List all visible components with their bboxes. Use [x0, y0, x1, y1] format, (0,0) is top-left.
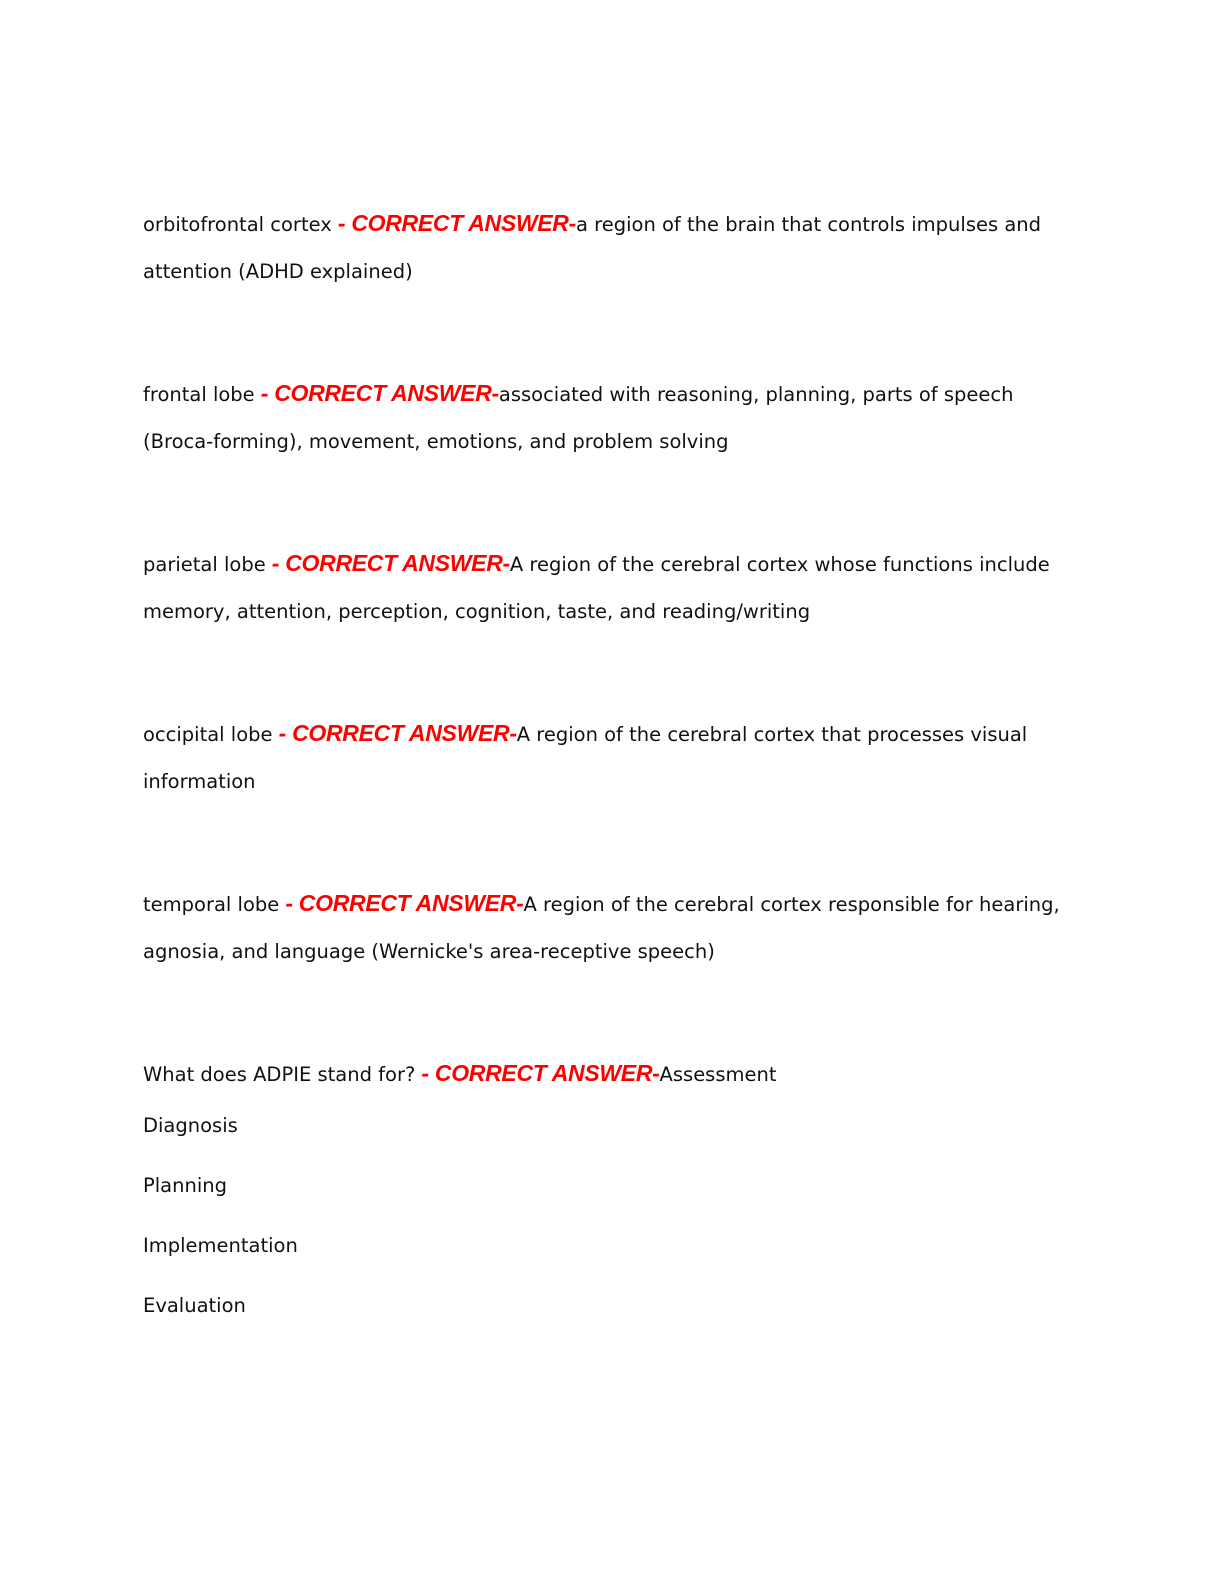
definition: a region of the brain that controls impulses and attention (ADHD explained)	[143, 213, 1042, 283]
adpie-item-implementation: Implementation	[143, 1234, 298, 1257]
entry-frontal-lobe	[143, 370, 1083, 465]
definition: A region of the cerebral cortex responsible for hearing, agnosia, and language (Wernicke's area-receptive speech)	[143, 893, 1060, 963]
definition: A region of the cerebral cortex that processes visual information	[143, 723, 1028, 793]
correct-answer-marker: - CORRECT ANSWER-	[415, 1060, 660, 1086]
term: orbitofrontal cortex	[143, 213, 332, 236]
entry-temporal-lobe	[143, 880, 1083, 975]
entry-parietal-lobe	[143, 540, 1083, 635]
definition: associated with reasoning, planning, parts of speech (Broca-forming), movement, emotions, and problem solving	[143, 383, 1014, 453]
adpie-first-item: Assessment	[659, 1063, 777, 1086]
correct-answer-marker: - CORRECT ANSWER-	[279, 890, 524, 916]
adpie-question-line	[143, 1050, 1083, 1098]
adpie-item-planning: Planning	[143, 1174, 227, 1197]
adpie-question: What does ADPIE stand for?	[143, 1063, 416, 1086]
correct-answer-marker: - CORRECT ANSWER-	[254, 380, 499, 406]
term: parietal lobe	[143, 553, 266, 576]
entry-orbitofrontal-cortex	[143, 200, 1083, 295]
term: occipital lobe	[143, 723, 273, 746]
adpie-list	[143, 1113, 1083, 1319]
document-content	[143, 200, 1083, 1319]
entry-occipital-lobe	[143, 710, 1083, 805]
correct-answer-marker: - CORRECT ANSWER-	[265, 550, 510, 576]
definition: A region of the cerebral cortex whose functions include memory, attention, perception, cognition, taste, and reading/writing	[143, 553, 1050, 623]
entry-adpie	[143, 1050, 1083, 1319]
correct-answer-marker: - CORRECT ANSWER-	[272, 720, 517, 746]
term: temporal lobe	[143, 893, 280, 916]
correct-answer-marker: - CORRECT ANSWER-	[331, 210, 576, 236]
adpie-item-evaluation: Evaluation	[143, 1294, 246, 1317]
adpie-item-diagnosis: Diagnosis	[143, 1114, 238, 1137]
term: frontal lobe	[143, 383, 255, 406]
